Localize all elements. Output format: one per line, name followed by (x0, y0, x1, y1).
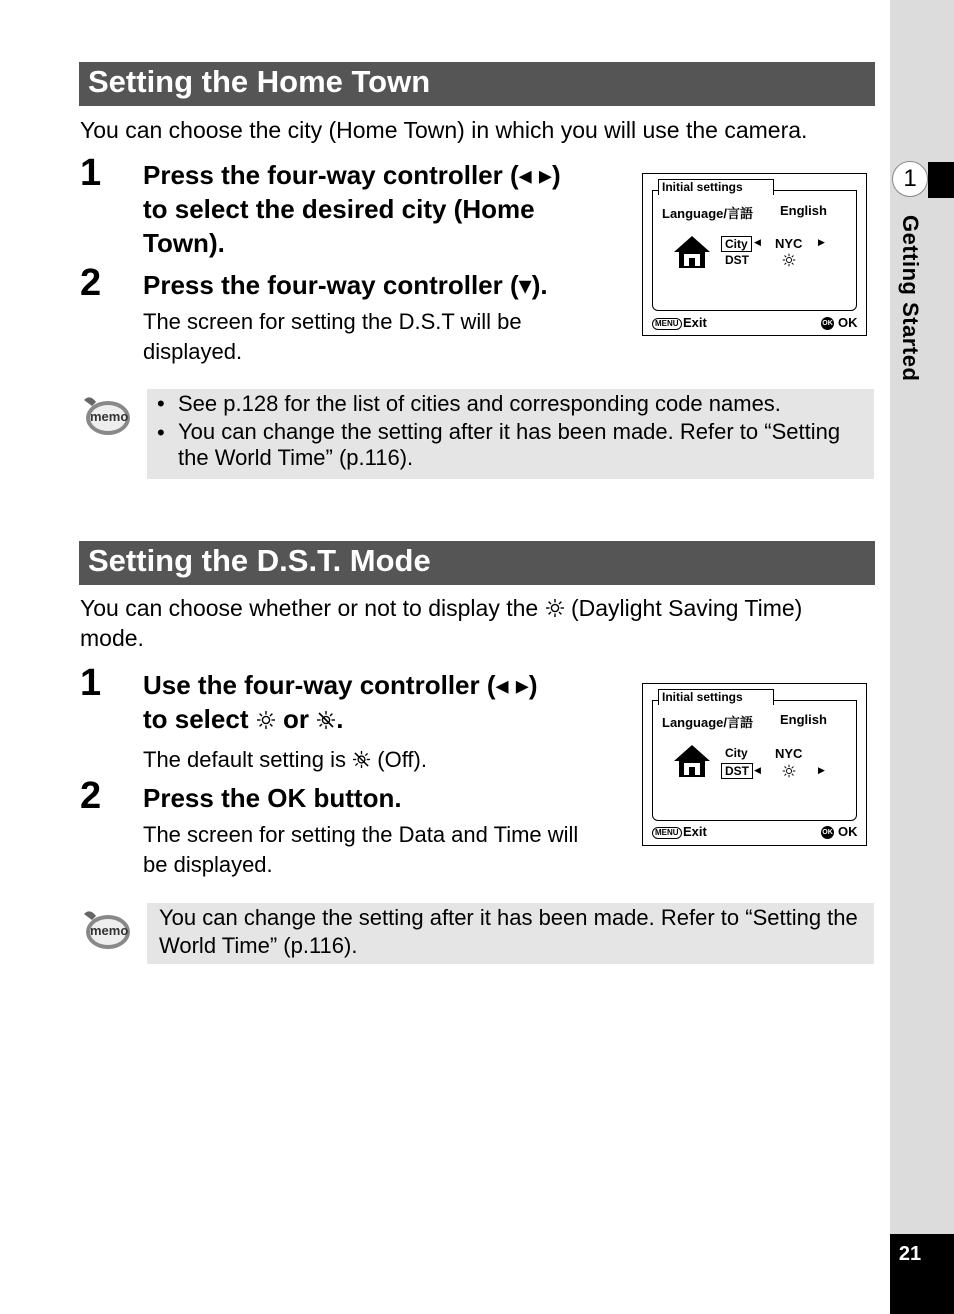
bullet: • (157, 420, 165, 445)
step-instruction (143, 158, 623, 260)
section-intro: You can choose whether or not to display the (Daylight Saving Time) mode. (80, 595, 803, 651)
memo-line: the World Time” (p.116). (178, 445, 414, 470)
step-line: to select the desired city (Home (143, 194, 535, 224)
menu-button-icon: MENU (652, 827, 682, 839)
chapter-marker (928, 162, 954, 198)
language-value: English (780, 712, 827, 727)
language-label: Language/言語 (662, 206, 754, 221)
bullet: • (157, 391, 165, 416)
memo-icon-label: memo (90, 409, 129, 424)
sun-off-icon (316, 710, 336, 730)
desc-line: displayed. (143, 339, 243, 364)
memo-line: You can change the setting after it has been made. Refer to “Setting the (159, 905, 858, 930)
page-number: 21 (898, 1243, 922, 1265)
ok-label: OK (838, 315, 858, 330)
left-arrow-icon: ◀ (754, 765, 761, 775)
dst-label: DST (721, 763, 753, 779)
step-number: 2 (80, 775, 102, 817)
chapter-number: 1 (892, 161, 928, 197)
step-number: 1 (80, 662, 102, 704)
step-line: Town). (143, 228, 225, 258)
camera-screen-dst (642, 683, 867, 846)
menu-button-icon: MENU (652, 318, 682, 330)
step-number: 1 (80, 152, 102, 194)
language-label: Language/言語 (662, 715, 754, 730)
sun-icon (782, 764, 796, 778)
memo-line: World Time” (p.116). (159, 933, 358, 958)
home-icon (672, 743, 712, 779)
exit-label: Exit (683, 824, 707, 839)
memo-icon-label: memo (90, 923, 129, 938)
section-intro: You can choose the city (Home Town) in which you will use the camera. (80, 117, 808, 143)
ok-button-icon: OK (821, 826, 834, 839)
chapter-title: Getting Started (898, 215, 923, 382)
sun-off-icon (352, 750, 371, 769)
screen-tab-label: Initial settings (658, 179, 774, 195)
desc-line: The screen for setting the D.S.T will be (143, 309, 522, 334)
ok-label: OK (838, 824, 858, 839)
memo-bullet: See p.128 for the list of cities and corresponding code names. (178, 391, 781, 416)
step-instruction: Press the OK button. (143, 783, 402, 813)
right-arrow-icon: ▶ (818, 237, 825, 247)
step-instruction: Press the four-way controller (▾). (143, 270, 548, 300)
dst-label: DST (725, 253, 749, 267)
memo-line: You can change the setting after it has been made. Refer to “Setting (178, 419, 841, 444)
step-line: Press the four-way controller (◂ ▸) (143, 160, 561, 190)
desc-line: The screen for setting the Data and Time will (143, 822, 579, 847)
section-title-home-town: Setting the Home Town (79, 62, 875, 106)
home-icon (672, 234, 712, 270)
step-line: to select or . (143, 704, 344, 734)
sun-icon (256, 710, 276, 730)
memo-box (147, 389, 874, 479)
city-value: NYC (775, 236, 803, 251)
ok-button-icon: OK (821, 317, 834, 330)
city-label: City (721, 236, 752, 252)
step-line: Use the four-way controller (◂ ▸) (143, 670, 538, 700)
desc-line: be displayed. (143, 852, 273, 877)
memo-text (159, 903, 869, 961)
sun-icon (545, 598, 565, 618)
screen-tab-label: Initial settings (658, 689, 774, 705)
step-number: 2 (80, 262, 102, 304)
city-label: City (725, 746, 748, 760)
right-arrow-icon: ▶ (818, 765, 825, 775)
left-arrow-icon: ◀ (754, 237, 761, 247)
exit-label: Exit (683, 315, 707, 330)
memo-box (147, 903, 874, 964)
city-value: NYC (775, 746, 803, 761)
step-description: The default setting is (Off). (143, 747, 427, 772)
section-title-dst-mode: Setting the D.S.T. Mode (79, 541, 875, 585)
step-description (143, 307, 613, 367)
step-instruction (143, 668, 623, 736)
memo-bullet (178, 417, 868, 473)
language-value: English (780, 203, 827, 218)
step-description (143, 820, 623, 880)
sun-icon (782, 253, 796, 267)
camera-screen-home-town (642, 173, 867, 336)
